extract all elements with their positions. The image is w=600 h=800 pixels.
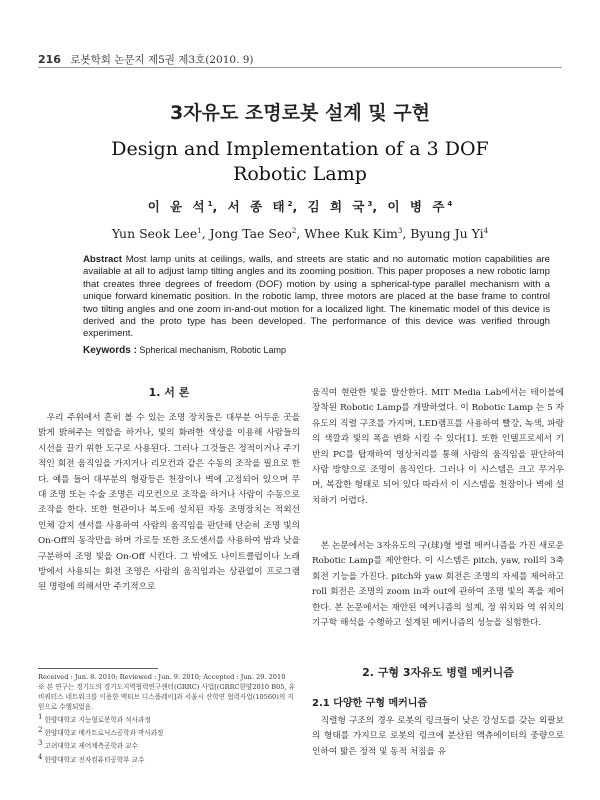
subsection-heading-spherical: 2.1 다양한 구형 메커니즘: [312, 698, 428, 709]
affil-mark: 1: [38, 713, 43, 721]
affiliation-item: [38, 725, 300, 738]
journal-citation: 로봇학회 논문지 제5권 제3호(2010. 9): [70, 54, 254, 66]
author-affil-mark: 3: [367, 199, 373, 208]
author-affil-mark: 2: [291, 226, 297, 235]
authors-korean: 이 윤 석$^1$, 서 종 태$^2$, 김 희 국$^3$, 이 병 주$^4$: [147, 199, 453, 214]
keywords: [83, 345, 286, 356]
author-ko: 서 종 태: [227, 199, 288, 214]
section-heading-introduction: 1. 서 론: [148, 386, 190, 399]
affil-mark: 4: [38, 752, 43, 761]
author-affil-mark: 1: [197, 226, 202, 235]
abstract-label: Abstract: [83, 254, 122, 265]
author-affil-mark: 1: [207, 199, 213, 208]
affil-mark: 3: [38, 739, 43, 748]
intro-paragraph-continued: 움직여 현란한 빛을 발산한다. MIT Media Lab에서는 테이블에 장착된 Robotic Lamp를 개발하였다. 이 Robotic Lamp 는 5 자유도의 직렬 구조를 가지며, LED램프를 사용하여 빨강, 녹색, 파랑의 색깔과 빛의 폭을 변화 시킬 수 있다[1]. 또한 인텔프로세서 기반의 PC를 탑재하여 영상처리를 통해 사람의 움직임을 판단하여 사람 방향으로 조명이 움직인다. 그러나 이 시스템은 크고 무거우며, 복잡한 형태로 되어 있다 따라서 이 시스템을 천장이나 벽에 설치하기 어렵다.: [312, 388, 564, 506]
affiliation-item: [38, 712, 300, 725]
author-ko: 이 윤 석: [147, 199, 208, 214]
funding-note: ※ 본 연구는 경기도의 경기도지역협력연구센터(GRRC) 사업[(GRRC한양2010 B05, 유비쿼터스 네트워크를 이용한 액티브 디스플레이]과 서울시 산학연 협력사업(10560)의 지원으로 수행되었음.: [38, 683, 296, 711]
author-ko: 김 희 국: [307, 199, 368, 214]
author-affil-mark: 2: [287, 199, 293, 208]
mechanism-paragraph: 직렬형 구조의 경우 로봇의 링크들이 낮은 강성도를 갖는 외팔보의 형태를 가지므로 로봇의 링크에 분산된 액츄에이터의 중량으로 인하여 밟은 정적 및 동적 처짐을 유: [312, 716, 564, 757]
keywords-label: Keywords :: [83, 345, 137, 356]
footnotes: [38, 672, 300, 765]
affil-text: 한양대학교 메카트로닉스공학과 박사과정: [44, 729, 164, 738]
author-ko: 이 병 주: [387, 199, 448, 214]
affil-text: 고려대학교 제어계측공학과 교수: [44, 742, 138, 751]
affil-text: 한양대학교 지능형로봇학과 석사과정: [44, 716, 151, 725]
author-en: Whee Kuk Kim: [304, 226, 398, 241]
footnote-divider: [38, 668, 158, 669]
keywords-text: Spherical mechanism, Robotic Lamp: [139, 345, 286, 355]
page-number: 216: [38, 53, 61, 66]
affil-text: 한양대학교 전자컴퓨터공학부 교수: [44, 755, 145, 764]
author-affil-mark: 3: [397, 226, 403, 235]
affil-mark: 2: [38, 726, 43, 735]
affiliation-item: [38, 738, 300, 751]
proposal-paragraph: 본 논문에서는 3자유도의 구(球)형 병렬 메커니즘을 가진 새로운 Robotic Lamp를 제안한다. 이 시스템은 pitch, yaw, roll의 3축 회전 기능을 가진다. pitch와 yaw 회전은 조명의 자세를 제어하고 roll 회전은 조명의 zoom in과 out에 관하여 조명 빛의 폭을 제어한다. 본 논문에서는 재안된 메커니즘의 설계, 정 위치와 역 위치의 기구학 해석을 수행하고 설계된 메커니즘의 성능을 실험한다.: [312, 541, 564, 629]
intro-paragraph: 우리 주위에서 흔히 볼 수 있는 조명 장치들은 대부분 어두운 곳을 밝게 밝혀주는 역할을 하거나, 빛의 화려한 색상을 이용해 사람들의 시선을 끌기 위한 도구로 사용된다. 그러나 그것들은 정적이거나 주기적인 회전 움직임을 가지거나 리모컨과 같은 수동의 조작을 필요로 한다. 예를 들어 대부분의 형광등은 천장이나 벽에 고정되어 있으며 무대 조명 또는 수술 조명은 리모컨으로 조작을 하거나 사람이 수동으로 조작을 한다. 또한 현관이나 복도에 설치된 자동 조명장치는 적외선 인체 감지 센서를 사용하여 사람의 움직임을 판단해 단순히 조명 빛의 On-Off의 동작만을 하며 가로등 또한 조도센서를 사용하여 밤과 낮을 구분하여 조명 빛을 On-Off 시킨다. 그 밖에도 나이트클럽이나 노래방에서 사용되는 회전 조명은 사람의 움직임과는 상관없이 프로그램된 명령에 의해서만 주기적으로: [38, 413, 300, 593]
author-en: Jong Tae Seo: [209, 226, 292, 241]
running-header: [38, 52, 254, 67]
author-affil-mark: 4: [483, 226, 489, 235]
author-en: Yun Seok Lee: [111, 226, 198, 241]
section-heading-mechanism: 2. 구형 3자유도 병렬 메커니즘: [362, 666, 514, 679]
title-english: Design and Implementation of a 3 DOF Robotic Lamp: [111, 138, 489, 185]
header-divider: [38, 67, 562, 68]
author-affil-mark: 4: [447, 199, 453, 208]
affiliation-item: [38, 752, 300, 765]
authors-english: Yun Seok Lee$^1$, Jong Tae Seo$^2$, Whee Kuk Kim$^3$, Byung Ju Yi$^4$: [111, 226, 489, 241]
title-korean: 3자유도 조명로봇 설계 및 구현: [170, 102, 430, 124]
author-en: Byung Ju Yi: [410, 226, 484, 241]
received-dates: Received : Jun. 8. 2010; Reviewed : Jun. 9. 2010; Accepted : Jun. 29. 2010: [38, 673, 286, 681]
abstract-text: Most lamp units at ceilings, walls, and streets are static and no automatic motion capabilities are available at all to adjust lamp tilting angles and its zooming position. This paper proposes a new robotic lamp that creates three degrees of freedom (DOF) motion by using a spherical-type parallel mechanism with a unique forward kinematic position. In the robotic lamp, three motors are placed at the base frame to control two tilting angles and one zoom in-and-out motion for a localized light. The kinematic model of this device is derived and the proto type has been developed. The performance of this device was verified through experiment.: [83, 254, 550, 340]
abstract: [83, 254, 550, 341]
